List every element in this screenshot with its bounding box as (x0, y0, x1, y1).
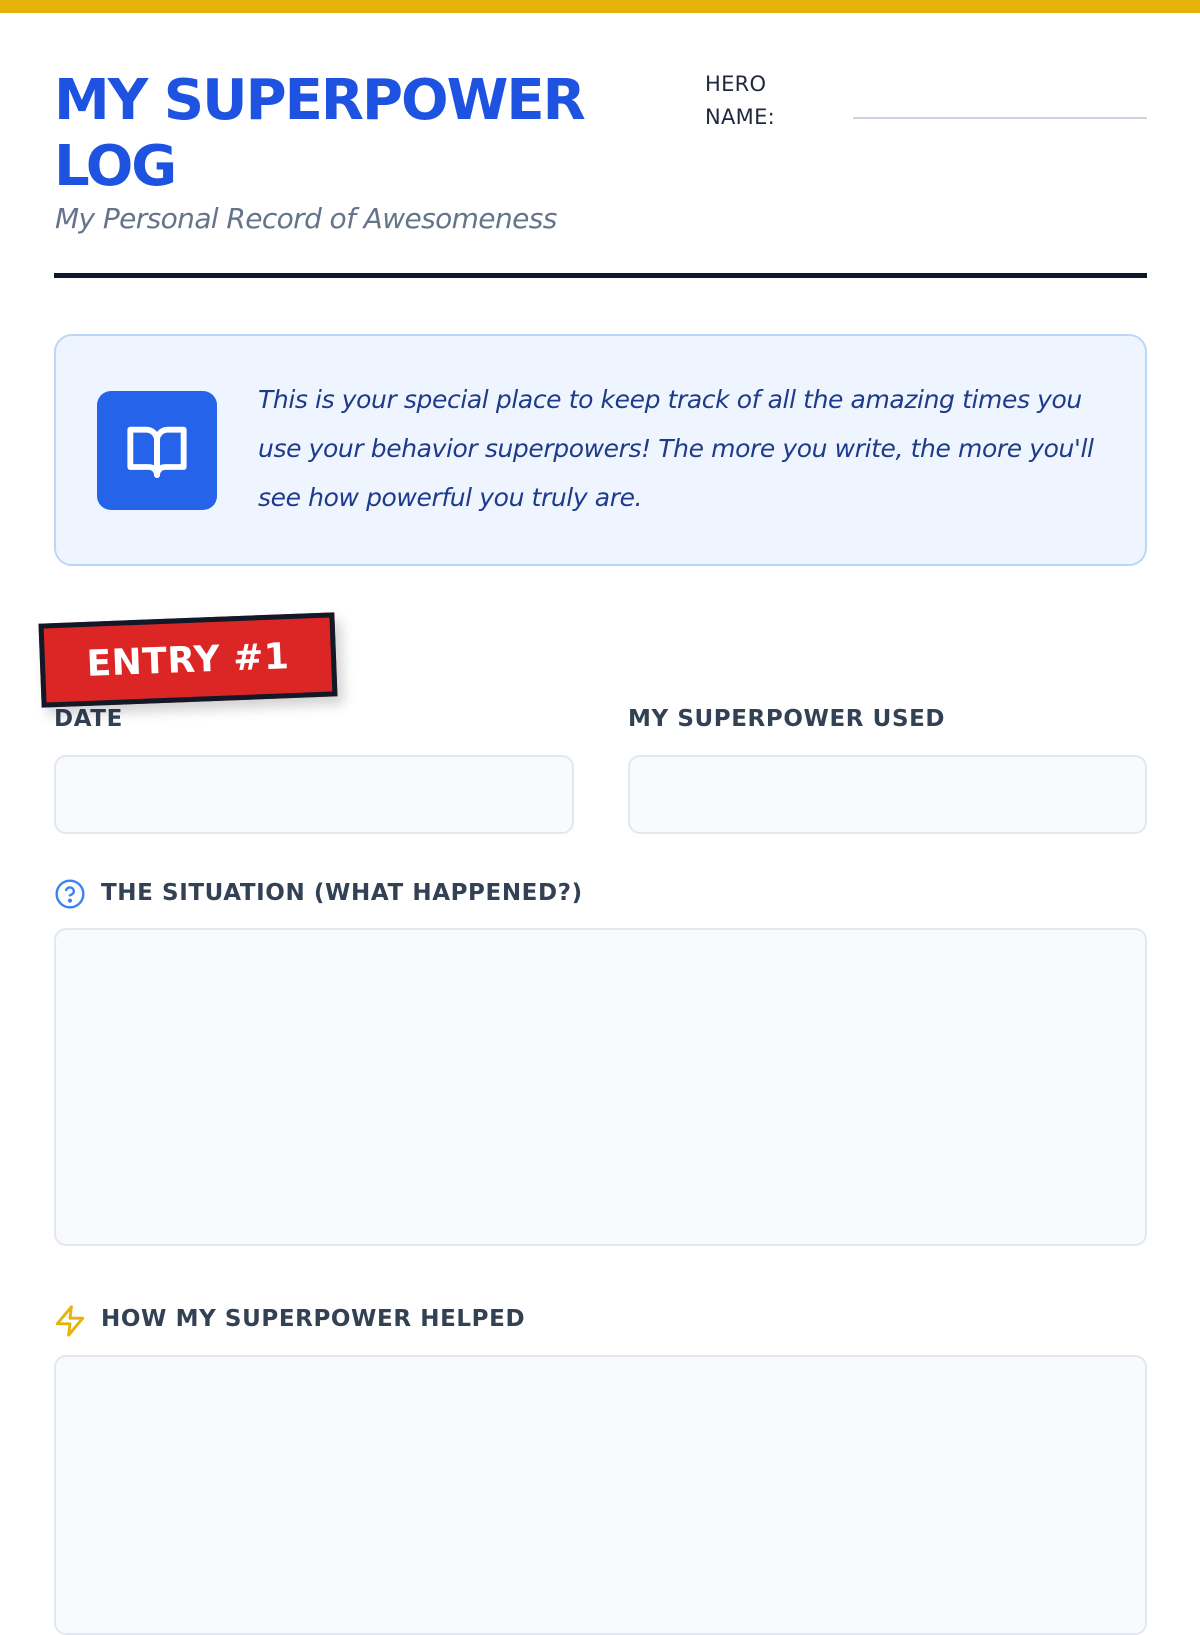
intro-icon-tile (97, 391, 217, 510)
page-title: MY SUPERPOWER LOG (54, 68, 584, 199)
question-circle-icon (54, 878, 86, 915)
page-subtitle: My Personal Record of Awesomeness (55, 202, 557, 235)
situation-field[interactable] (54, 928, 1147, 1246)
superpower-field[interactable] (628, 755, 1147, 834)
hero-name-label-line1: HERO (705, 72, 767, 96)
helped-field[interactable] (54, 1355, 1147, 1635)
hero-name-field[interactable] (853, 117, 1147, 119)
hero-name-label (705, 68, 775, 134)
superpower-label: MY SUPERPOWER USED (628, 706, 946, 732)
situation-label: THE SITUATION (WHAT HAPPENED?) (101, 880, 583, 906)
entry-badge-label: ENTRY #1 (85, 635, 291, 685)
lightning-bolt-icon (53, 1304, 87, 1343)
intro-text: This is your special place to keep track of all the amazing times you use your behavior superpowers! The more you write, the more you'll see how powerful you truly are. (258, 385, 1094, 512)
top-accent-bar (0, 0, 1200, 13)
date-label: DATE (54, 706, 123, 732)
hero-name-label-line2: NAME: (705, 105, 776, 129)
helped-label: HOW MY SUPERPOWER HELPED (101, 1306, 526, 1332)
date-field[interactable] (54, 755, 574, 834)
entry-badge (38, 612, 337, 707)
header-divider (54, 273, 1147, 278)
